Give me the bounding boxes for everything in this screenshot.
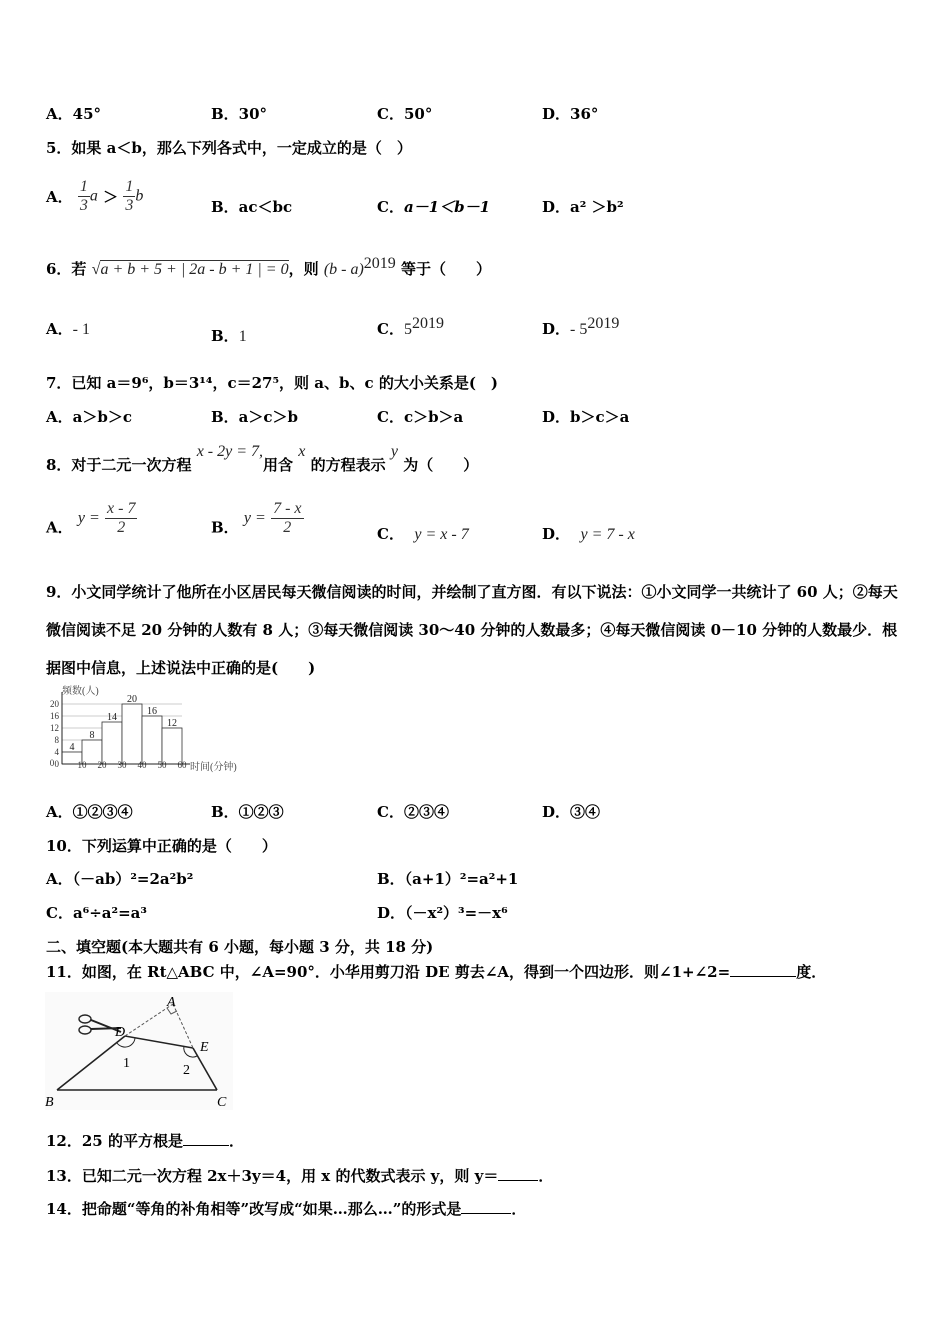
chart-ylabel: 频数(人) [62, 686, 99, 697]
section-fill-in-title: 二、填空题(本大题共有 6 小题，每小题 3 分，共 18 分) [46, 938, 434, 956]
histogram-bar [162, 728, 182, 764]
q10-option-c: C．a⁶÷a²=a³ [46, 904, 147, 922]
y-tick-label: 0 [54, 759, 59, 769]
q6-sqrt-expression: √a + b + 5 + | 2a - b + 1 | = 0 [91, 261, 289, 278]
bar-value-label: 14 [107, 712, 117, 723]
x-tick-label: 10 [77, 760, 87, 770]
bar-value-label: 12 [167, 718, 177, 729]
q9-option-a: A．①②③④ [46, 803, 133, 821]
q9-histogram [40, 684, 255, 776]
bar-value-label: 20 [127, 694, 137, 705]
histogram-bar [142, 716, 162, 764]
bar-value-label: 4 [69, 742, 75, 753]
bar-value-label: 8 [89, 730, 95, 741]
q7-option-a: A．a＞b＞c [46, 408, 132, 426]
q11-stem: 11．如图，在 Rt△ABC 中，∠A=90°．小华用剪刀沿 DE 剪去∠A，得到一个四边形．则∠1+∠2= 度． [46, 963, 827, 981]
x-tick-label: 20 [97, 760, 107, 770]
label-c: C [217, 1095, 227, 1110]
q5-a-label: A． [46, 188, 73, 206]
q9-stem: 9．小文同学统计了他所在小区居民每天微信阅读的时间，并绘制了直方图．有以下说法：①小文同学一共统计了 60 人；②每天微信阅读不足 20 分钟的人数有 8 人；③每天微信阅读 30～40 分钟的人数最多；④每天微信阅读 0－10 分钟的人数最少．根据图中信息，上述说法中正确的是( ) [46, 583, 898, 677]
q6-option-d: D．- $5^{2019}$ [542, 315, 620, 338]
q8-option-b: B． y = $\frac{7 - x}{2}$ [211, 500, 302, 537]
label-angle-1: 1 [123, 1056, 130, 1071]
chart-xlabel: 时间(分钟) [190, 762, 237, 773]
q10-option-d: D．（－x²）³=－x⁶ [377, 904, 508, 922]
y-tick-label: 16 [50, 711, 59, 721]
q12-stem: 12．25 的平方根是 ． [46, 1132, 244, 1150]
q5-option-d: D．a² ＞b² [542, 198, 624, 216]
q9-option-b: B．①②③ [211, 803, 284, 821]
q9-option-d: D．③④ [542, 803, 601, 821]
histogram-bar [122, 704, 142, 764]
q7-option-b: B．a＞c＞b [211, 408, 299, 426]
histogram-bar [102, 722, 122, 764]
q11-answer-blank[interactable] [730, 962, 796, 977]
q10-option-b: B．（a+1）²=a²+1 [377, 870, 519, 888]
q6-option-b: B．1 [211, 327, 247, 345]
label-b: B [45, 1095, 54, 1110]
label-a: A [167, 995, 176, 1010]
x-tick-label: 40 [137, 760, 147, 770]
y-tick-label: 8 [54, 735, 59, 745]
q8-option-d: D． y = 7 - x [542, 525, 635, 543]
x-tick-label: 50 [157, 760, 167, 770]
q8-stem: 8．对于二元一次方程 x - 2y = 7,用含 x 的方程表示 y 为（ ） [46, 443, 479, 474]
q11-triangle-figure [45, 992, 233, 1110]
q5-option-c: C．a－1＜b－1 [377, 198, 491, 216]
q6-option-a: A．- 1 [46, 320, 90, 338]
q14-stem: 14．把命题“等角的补角相等”改写成“如果…那么…”的形式是 ． [46, 1200, 527, 1218]
q13-stem: 13．已知二元一次方程 2x＋3y＝4，用 x 的代数式表示 y，则 y＝ ． [46, 1167, 554, 1185]
q5-a-fraction2: $\frac{1}{3}$ [125, 178, 134, 214]
label-e: E [200, 1040, 209, 1055]
label-angle-2: 2 [183, 1063, 190, 1078]
x-tick-label: 60 [177, 760, 187, 770]
q4-option-a: A．45° [46, 105, 102, 123]
q5-option-b: B．ac＜bc [211, 198, 293, 216]
y-tick-label: 12 [50, 723, 59, 733]
q4-option-c: C．50° [377, 105, 433, 123]
q5-a-fraction1: $\frac{1}{3}$ [79, 178, 88, 214]
y-tick-label: 20 [50, 699, 59, 709]
q6-stem: 6．若 √a + b + 5 + | 2a - b + 1 | = 0，则 (b - a)$^{2019}$ 等于（ ） [46, 255, 492, 278]
q8-option-a: A． y = $\frac{x - 7}{2}$ [46, 500, 136, 537]
bar-value-label: 16 [147, 706, 157, 717]
q5-option-a: A． $\frac{1}{3}$ a ＞ $\frac{1}{3}$ b [46, 178, 144, 214]
q8-option-c: C． y = x - 7 [377, 525, 469, 543]
x-tick-label: 30 [117, 760, 127, 770]
q10-option-a: A．（－ab）²=2a²b² [46, 870, 194, 888]
q10-stem: 10．下列运算中正确的是（ ） [46, 837, 277, 855]
q12-answer-blank[interactable] [183, 1131, 229, 1146]
label-d: D [115, 1025, 126, 1040]
q7-option-c: C．c＞b＞a [377, 408, 464, 426]
q13-answer-blank[interactable] [498, 1166, 538, 1181]
q14-answer-blank[interactable] [461, 1199, 511, 1214]
q6-option-c: C．$5^{2019}$ [377, 315, 444, 338]
q7-stem: 7．已知 a＝9⁶，b＝3¹⁴，c＝27⁵，则 a、b、c 的大小关系是( ) [46, 374, 499, 392]
q5-stem: 5．如果 a＜b，那么下列各式中，一定成立的是（ ） [46, 139, 412, 157]
q4-option-b: B．30° [211, 105, 268, 123]
q7-option-d: D．b＞c＞a [542, 408, 630, 426]
q4-option-d: D．36° [542, 105, 599, 123]
q9-option-c: C．②③④ [377, 803, 449, 821]
x-tick-label: 0 [49, 758, 55, 768]
y-tick-label: 4 [54, 747, 59, 757]
